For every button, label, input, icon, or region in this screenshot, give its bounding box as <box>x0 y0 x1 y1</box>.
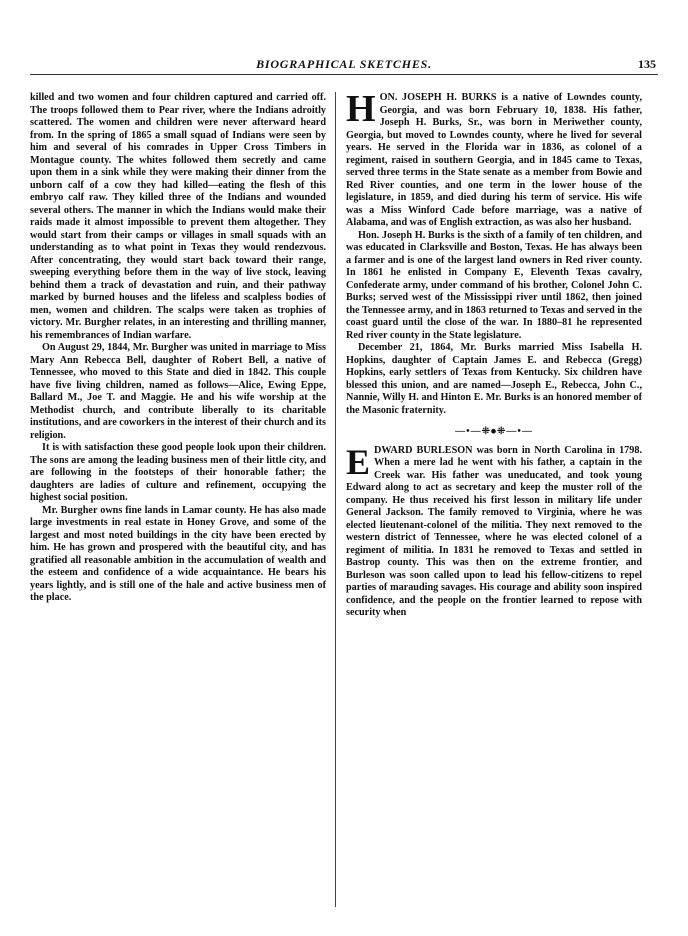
left-column <box>30 92 326 912</box>
paragraph-marriage: On August 29, 1844, Mr. Burgher was united in marriage to Miss Mary Ann Rebecca Bell, daughter of Robert Bell, a native of Tennessee, who moved to this State and died in 1842. This couple have five living children, named as follows—Alice, Ewing Eppe, Ballard M., Joe T. and Maggie. He and his wife worship at the Methodist church, and contribute liberally to its charitable institutions, and are coworkers in the interest of their church and its religion. <box>30 342 326 441</box>
burleson-intro <box>346 441 642 620</box>
drop-cap-h: H <box>346 92 376 130</box>
running-header <box>30 54 658 75</box>
header-title: BIOGRAPHICAL SKETCHES. <box>256 57 432 71</box>
burks-career: Hon. Joseph H. Burks is the sixth of a family of ten children, and was educated in Clarksville and Boston, Texas. He has always been a farmer and is one of the largest land owners in Red river county. In 1861 he enlisted in Company E, Eleventh Texas cavalry, Confederate army, under command of his brother, Colonel John C. Burks; served west of the Mississippi river until 1862, then joined the Tennessee army, and in 1863 returned to Texas and served in the coast guard until the close of the war. In 1880–81 he represented Red river county in the State legislature. <box>346 229 642 341</box>
paragraph-property: Mr. Burgher owns fine lands in Lamar county. He has also made large investments in real estate in Honey Grove, and some of the largest and most noted buildings in the city have been erected by him. He has grown and prospered with the beautiful city, and has gratified all reasonable ambition in the accumulation of wealth and the esteem and confidence of a wide acquaintance. He bears his years lightly, and is still one of the hale and active business men of the place. <box>30 504 326 603</box>
right-column <box>346 92 642 912</box>
drop-cap-e: E <box>346 441 371 482</box>
column-divider-rule <box>335 92 336 907</box>
burleson-intro-text: DWARD BURLESON was born in North Carolina in 1798. When a mere lad he went with his father, a captain in the Creek war. His father was uneducated, and took young Edward along to act as secretary and keep the muster roll of the company. He thus received his first lesson in military life under General Jackson. The family removed to Virginia, where he was elected lieutenant-colonel of the militia. They next removed to the western district of Tennessee, where he was elected colonel of a regiment of militia. In 1831 he removed to Texas and settled in Bastrop county. This was then on the extreme frontier, and Burleson was soon called upon to lead his fellow-citizens to repel parties of marauding savages. His courage and ability soon inspired confidence, and the people on the frontier learned to repose with security when <box>346 444 642 618</box>
entry-burleson <box>346 441 642 620</box>
burks-family: December 21, 1864, Mr. Burks married Miss Isabella H. Hopkins, daughter of Captain James E. and Rebecca (Gregg) Hopkins, early settlers of Texas from Kentucky. Six children have blessed this union, and are named—Joseph E., Rebecca, John C., Nannie, Willy H. and Hinton E. Mr. Burks is an honored member of the Masonic fraternity. <box>346 342 642 416</box>
paragraph-indian-raids: killed and two women and four children captured and carried off. The troops followed them to Pear river, where the Indians adroitly scattered. The women and children were never afterward heard from. In the spring of 1865 a small squad of Indians were seen by him and several of his comrades in Upper Cross Timbers in Montague county. The whites followed them secretly and came upon them in a sink while they were making their dinner from the unborn calf of a cow they had killed—eating the flesh of this embryo calf raw. They killed three of the Indians and wounded several others. The manner in which the Indians would make their raids made it almost impossible to prevent them altogether. They would start from their camps or villages in small squads with an understanding as to what point in Texas they would rendezvous. After concentrating, they would start back toward their range, sweeping everything before them in the way of live stock, leaving behind them a track of devastation and ruin, and their pathway marked by burned houses and the lifeless and scalpless bodies of men, women and children. The scalps were taken as trophies of victory. Mr. Burgher relates, in an interesting and thrilling manner, his remembrances of Indian warfare. <box>30 92 326 341</box>
burks-intro <box>346 92 642 230</box>
burks-intro-text: ON. JOSEPH H. BURKS is a native of Lowndes county, Georgia, and was born February 10, 1838. His father, Joseph H. Burks, Sr., was born in Meriwether county, Georgia, but moved to Lowndes county, where he lived for several years. He served in the Florida war in 1836, as colonel of a regiment, raised in southern Georgia, and in 1845 came to Texas, served three terms in the State senate as a member from Bowie and Red River counties, and one term in the lower house of the legislature, in 1859, and died during his term of service. His wife was a Miss Winford Cade before marriage, was a native of Alabama, and was of English extraction, as was also her husband. <box>346 92 642 228</box>
ornamental-divider: —•—⁜⦁⁜—•— <box>455 426 533 437</box>
paragraph-children: It is with satisfaction these good people look upon their children. The sons are among the leading business men of their little city, and are following in the footsteps of their honorable father; the daughters are ladies of culture and refinement, occupying the highest social position. <box>30 442 326 503</box>
page-number: 135 <box>638 57 656 71</box>
entry-burks <box>346 92 642 417</box>
